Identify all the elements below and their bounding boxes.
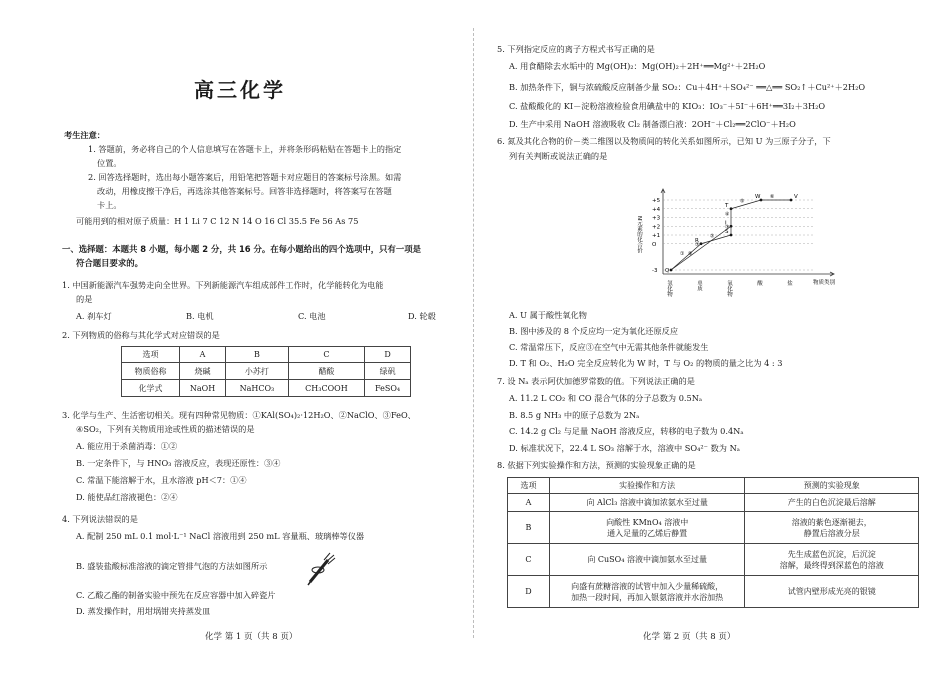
q3-option-b: B. 一定条件下，与 HNO₃ 溶液反应，表现还原性：③④ [76,458,281,468]
x-tick-label: 盐 [786,280,792,286]
y-tick-label: -3 [652,268,658,274]
cell-line: 加热一段时间，再加入银氨溶液并水浴加热 [571,592,724,602]
point-label: I [725,220,727,227]
cell-line: 先生成蓝色沉淀，后沉淀 [787,549,876,559]
q1-option-b: B. 电机 [186,311,214,321]
q6-stem: 6. 氮及其化合物的价－类二维图以及物质间的转化关系如图所示，已知 U 为三原子分子，下 [497,136,831,146]
point-label: T [725,202,729,209]
q5-stem: 5. 下列指定反应的离子方程式书写正确的是 [497,44,655,54]
reaction-label: ② [710,233,715,240]
q4-stem: 4. 下列说法错误的是 [62,514,138,524]
reaction-label: ⑤ [740,198,745,205]
q8-operation-cell [549,576,745,608]
cell-line: 试管内壁形成光亮的银镜 [787,587,876,596]
q2-cell: B [226,347,289,363]
q7-stem: 7. 设 Nₐ 表示阿伏加德罗常数的值。下列说法正确的是 [497,376,695,386]
q8-phenomenon-cell [745,494,919,512]
y-tick-label: +3 [652,215,661,222]
q5-option-b: B. 加热条件下，铜与浓硫酸反应制备少量 SO₂：Cu＋4H⁺＋SO₄²⁻ ══△══ SO₂↑＋Cu²⁺＋2H₂O [509,82,866,92]
q4-option-b: B. 盛装盐酸标准溶液的滴定管排气泡的方法如图所示 [76,561,268,571]
q2-cell: C [288,347,364,363]
reaction-label: ④ [725,211,730,218]
cell-line: 溶解，最终得到深蓝色的溶液 [779,560,884,570]
q8-option-cell: A [508,494,550,512]
reaction-arrow [671,226,731,270]
reaction-label: ⑦ [695,242,700,249]
cell-line: 溶液的紫色逐渐褪去， [791,517,872,527]
cell-line: 向盛有蔗糖溶液的试管中加入少量稀硫酸， [571,581,724,591]
x-tick-label: 氢化物 [666,280,672,297]
q7-option-a: A. 11.2 L CO₂ 和 CO 混合气体的分子总数为 0.5Nₐ [509,393,703,403]
reaction-label: ③ [725,224,730,231]
notice-line: 改动，用橡皮擦干净后，再选涂其他答案标号。回答非选择题时，将答案写在答题 [97,186,392,196]
point-label: Q [665,268,670,274]
q8-header-cell: 预测的实验现象 [745,478,919,494]
chart-axes [636,189,836,298]
q1-option-c: C. 电池 [298,311,326,321]
atomic-masses: 可能用到的相对原子质量：H 1 Li 7 C 12 N 14 O 16 Cl 35.5 Fe 56 As 75 [76,216,359,226]
exam-title: 高三化学 [194,78,286,102]
cell-line: 向酸性 KMnO₄ 溶液中 [606,517,689,527]
y-axis-label: N元素的化合价 [636,216,642,254]
q7-option-d: D. 标准状况下，22.4 L SO₃ 溶解于水，溶液中 SO₄²⁻ 数为 Nₐ [509,443,740,453]
q3-option-a: A. 能应用于杀菌消毒：①② [76,441,178,451]
q2-stem: 2. 下列物质的俗称与其化学式对应错误的是 [62,330,220,340]
y-tick-label: O [652,241,657,248]
notice-heading: 考生注意： [64,130,105,140]
q2-cell: 醋酸 [288,363,364,380]
q6-option-b: B. 图中涉及的 8 个反应均一定为氧化还原反应 [509,326,679,336]
q5-option-c: C. 盐酸酸化的 KI－淀粉溶液检验食用碘盐中的 KIO₃：IO₃⁻＋5I⁻＋6H⁺══3I₂＋3H₂O [509,101,826,111]
q2-cell: CH₃COOH [288,380,364,397]
point-label: V [794,194,798,200]
cell-line: 向 AlCl₃ 溶液中滴加浓氨水至过量 [586,498,708,507]
q6-option-a: A. U 属于酸性氧化物 [509,310,587,320]
q1-stem-cont: 的是 [76,294,93,304]
x-tick-label: 酸 [756,280,762,286]
q8-header-cell: 实验操作和方法 [549,478,745,494]
x-tick-label: 氧化物 [726,280,732,297]
q6-option-c: C. 常温常压下，反应③在空气中无需其他条件就能发生 [509,342,709,352]
q4-option-d: D. 蒸发操作时，用坩埚钳夹持蒸发皿 [76,606,211,616]
q8-phenomenon-cell [745,544,919,576]
cell-line: 通入足量的乙烯后静置 [607,528,688,538]
q2-cell: 小苏打 [226,363,289,380]
notice-line: 卡上。 [97,200,122,210]
q2-cell: NaHCO₃ [226,380,289,397]
cell-line: 静置后溶液分层 [803,528,860,538]
q2-cell: NaOH [179,380,225,397]
page-footer: 化学 第 1 页（共 8 页） [205,632,298,642]
nitrogen-valence-chart [593,186,893,306]
q8-stem: 8. 依据下列实验操作和方法，预测的实验现象正确的是 [497,460,696,470]
notice-line: 2. 回答选择题时，选出每小题答案后，用铅笔把答题卡对应题目的答案标号涂黑。如需 [88,172,402,182]
cell-line: 向 CuSO₄ 溶液中滴加氨水至过量 [587,555,707,564]
reaction-label: ⑧ [688,250,693,257]
reaction-arrow [701,235,731,244]
y-tick-label: +1 [652,233,661,239]
q2-cell: 化学式 [122,380,180,397]
q2-table [121,346,411,397]
q3-option-c: C. 常温下能溶解于水，且水溶液 pH＜7：①④ [76,475,247,485]
q8-option-cell: C [508,544,550,576]
q2-cell: 烧碱 [179,363,225,380]
q2-cell: FeSO₄ [365,380,411,397]
q4-option-c: C. 乙酸乙酯的制备实验中预先在反应容器中加入碎瓷片 [76,590,276,600]
q4-option-a: A. 配制 250 mL 0.1 mol·L⁻¹ NaCl 溶液用到 250 mL 容量瓶、玻璃棒等仪器 [76,531,365,541]
q1-option-a: A. 刹车灯 [76,311,112,321]
q2-cell: 选项 [122,347,180,363]
q6-stem-cont: 列有关判断或说法正确的是 [509,151,608,161]
q8-option-cell: D [508,576,550,608]
q1-stem: 1. 中国新能源汽车强势走向全世界。下列新能源汽车组成部件工作时，化学能转化为电能 [62,280,384,290]
q7-option-b: B. 8.5 g NH₃ 中的原子总数为 2Nₐ [509,410,640,420]
section-heading-cont: 符合题目要求的。 [76,258,143,268]
q8-option-cell: B [508,512,550,544]
q8-operation-cell [549,544,745,576]
q1-option-d: D. 轮毂 [408,311,436,321]
point-label: W [755,194,761,200]
cell-line: 产生的白色沉淀最后溶解 [787,498,876,507]
q8-header-cell: 选项 [508,478,550,494]
reaction-label: ① [680,250,685,257]
reaction-label: ⑥ [770,194,775,200]
q2-cell: 绿矾 [365,363,411,380]
q6-option-d: D. T 和 O₂、H₂O 完全反应转化为 W 时，T 与 O₂ 的物质的量之比为 4 : 3 [509,358,783,368]
q3-option-d: D. 能使品红溶液褪色：②④ [76,492,178,502]
q7-option-c: C. 14.2 g Cl₂ 与足量 NaOH 溶液反应，转移的电子数为 0.4Nₐ [509,426,744,436]
q8-table [507,477,919,608]
reaction-arrow [731,200,761,209]
q3-stem-cont: ④SO₂，下列有关物质用途或性质的描述错误的是 [76,424,255,434]
x-tick-label: 单质 [696,280,702,291]
section-heading: 一、选择题：本题共 8 小题，每小题 2 分，共 16 分。在每小题给出的四个选项中，只有一项是 [62,244,422,254]
page-divider [473,28,474,638]
point-label: S [725,229,729,235]
y-tick-label: +4 [652,206,661,213]
q2-cell: D [365,347,411,363]
burette-figure [306,552,336,586]
q3-stem: 3. 化学与生产、生活密切相关。现有四种常见物质：①KAl(SO₄)₂·12H₂O、②NaClO、③FeO、 [62,410,416,420]
page-footer: 化学 第 2 页（共 8 页） [643,632,736,642]
q2-cell: 物质俗称 [122,363,180,380]
q2-cell: A [179,347,225,363]
q5-option-d: D. 生产中采用 NaOH 溶液吸收 Cl₂ 制备漂白液：2OH⁻＋Cl₂══2ClO⁻＋H₂O [509,119,796,129]
q8-operation-cell [549,512,745,544]
chart-marks [665,194,798,274]
q8-phenomenon-cell [745,512,919,544]
q8-operation-cell [549,494,745,512]
page-right [475,0,950,674]
q5-option-a: A. 用食醋除去水垢中的 Mg(OH)₂：Mg(OH)₂＋2H⁺══Mg²⁺＋2H₂O [509,61,766,71]
y-tick-label: +5 [652,198,661,204]
x-axis-label: 物质类别 [813,280,836,286]
point-label: R [695,237,699,244]
notice-line: 位置。 [97,158,122,168]
notice-line: 1. 答题前，务必将自己的个人信息填写在答题卡上，并将条形码粘贴在答题卡上的指定 [88,144,402,154]
y-tick-label: +2 [652,224,661,231]
q8-phenomenon-cell [745,576,919,608]
